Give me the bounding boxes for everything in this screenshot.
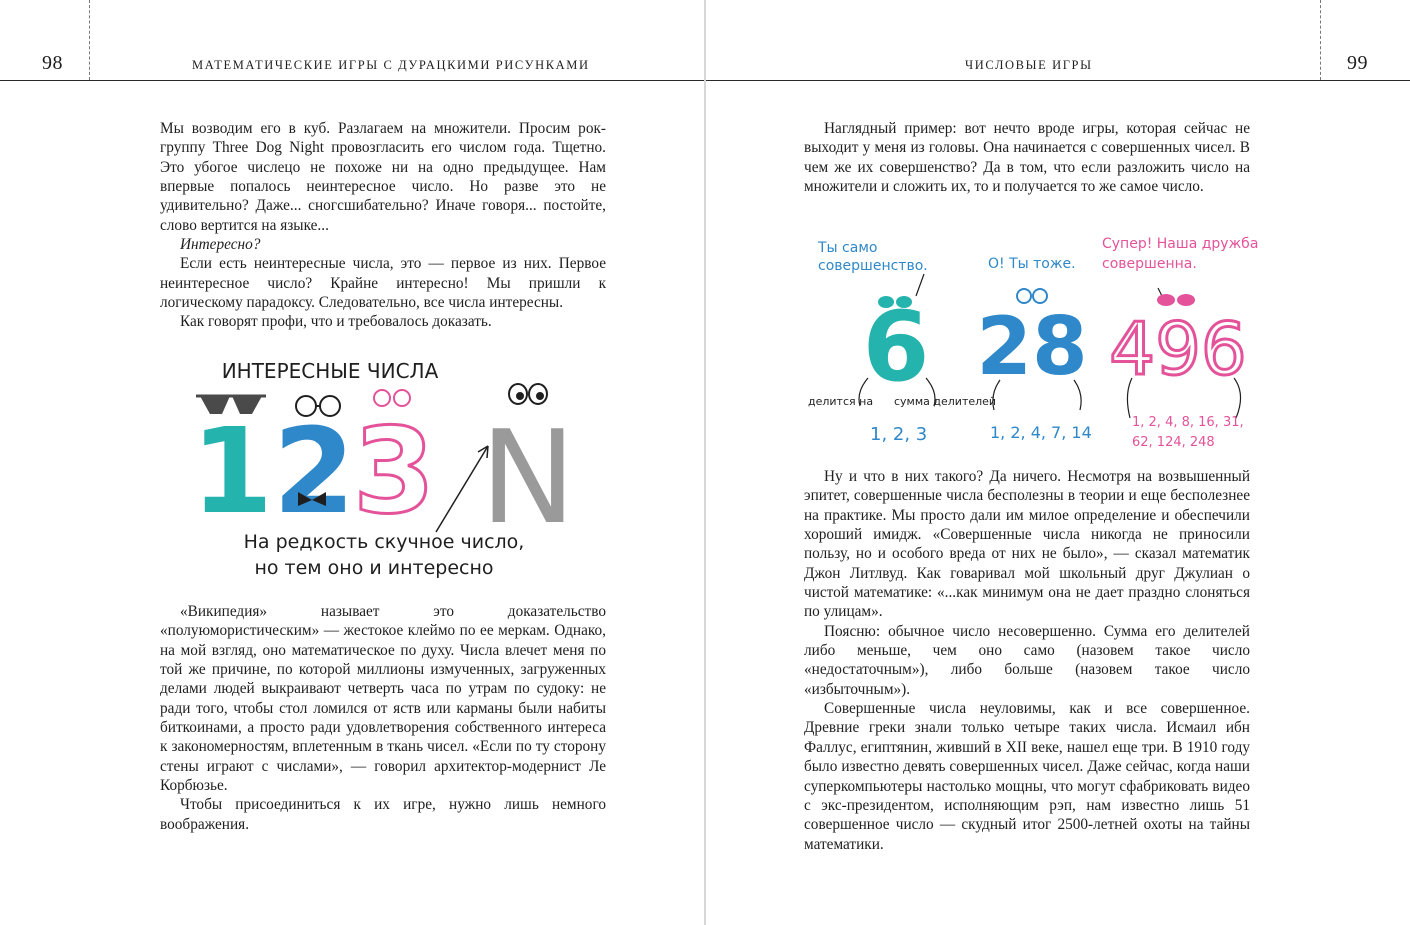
perfect-numbers-illustration (802, 228, 1262, 454)
left-page (0, 0, 704, 925)
letter-n: N (480, 404, 576, 553)
body-text-top (160, 119, 606, 332)
digit-one: 1 (190, 402, 274, 540)
paragraph: Мы возводим его в куб. Разлагаем на множители. Просим рок-группу Three Dog Night провозгласить его числом года. Тщетно. Это убогое числецо не похоже ни на одно предыдущее. Нам впервые попалось неинтересное число. Но разве это не удивительно? Даже... сногсшибательно? Иначе говоря... постойте, слово вертится на языке... (160, 120, 606, 234)
digit-two: 2 (272, 402, 356, 540)
body-text-top (804, 119, 1250, 196)
paragraph: Поясню: обычное число несовершенно. Сумма его делителей либо меньше, чем оно само (назовем такое число «недостаточным»), либо больше (назовем такое число «избыточным»). (804, 622, 1250, 698)
divisors-six: 1, 2, 3 (870, 424, 928, 445)
header-rule (0, 80, 704, 81)
header-divider (89, 0, 90, 80)
right-page (706, 0, 1410, 925)
digit-three: 3 (352, 402, 436, 540)
page-number: 98 (42, 52, 63, 74)
paragraph: Совершенные числа неуловимы, как и все совершенное. Древние греки знали только четыре таких числа. Исмаил ибн Фаллус, египтянин, живший в XII веке, нашел еще три. В 1910 году было известно девять совершенных чисел. Даже сейчас, когда наши суперкомпьютеры настолько мощны, что могут сфабриковать видео с экс-президентом, исполняющим рэп, нам известно лишь 51 совершенное число — скудный итог 2500-летней охоты на тайны математики. (804, 700, 1250, 853)
paragraph: Как говорят профи, что и требовалось доказать. (180, 313, 492, 331)
number-six: 6 (862, 291, 930, 403)
divisors-496-line1: 1, 2, 4, 8, 16, 31, (1132, 415, 1244, 430)
eyes-icon (1157, 294, 1195, 306)
speech-496-line1: Супер! Наша дружба (1102, 236, 1259, 252)
header-divider (1320, 0, 1321, 80)
header-rule (706, 80, 1410, 81)
body-text-bottom (160, 602, 606, 834)
illustration-title: ИНТЕРЕСНЫЕ ЧИСЛА (221, 359, 439, 383)
interesting-numbers-illustration (190, 350, 590, 590)
speech-496-line2: совершенна. (1102, 256, 1197, 272)
number-496: 496 (1109, 307, 1247, 391)
speech-six-line1: Ты само (818, 240, 878, 256)
label-sum-of-divisors: сумма делителей (894, 395, 997, 408)
body-text-bottom (804, 467, 1250, 854)
paragraph: Если есть неинтересные числа, это — первое из них. Первое неинтересное число? Крайне интересно! Мы пришли к логическому парадоксу. Следовательно, все числа интересны. (160, 255, 606, 312)
paragraph: Чтобы присоединиться к их игре, нужно лишь немного воображения. (160, 796, 606, 833)
paragraph: Ну и что в них такого? Да ничего. Несмотря на возвышенный эпитет, совершенные числа бесполезны в теории и еще бесполезнее на практике. Мы просто дали им милое определение и обеспечили хороший имидж. «Совершенные числа никогда не приносили пользу, но и особого вреда от них не было», — сказал математик Джон Литлвуд. Как говаривал мой школьный друг Джулиан о чистой математике: «...как минимум она не дает праздно слоняться по улицам». (804, 468, 1250, 621)
speech-twenty-eight: О! Ты тоже. (988, 256, 1076, 272)
paragraph-italic: Интересно? (180, 236, 261, 254)
running-head: МАТЕМАТИЧЕСКИЕ ИГРЫ С ДУРАЦКИМИ РИСУНКАМИ (192, 58, 590, 72)
label-divides-by: делится на (808, 395, 874, 408)
eyes-icon (509, 384, 547, 404)
illustration-caption-line1: На редкость скучное число, (243, 531, 525, 553)
divisors-twenty-eight: 1, 2, 4, 7, 14 (990, 423, 1092, 442)
number-twenty-eight: 28 (976, 300, 1088, 393)
paragraph: Наглядный пример: вот нечто вроде игры, которая сейчас не выходит у меня из головы. Она начинается с совершенных чисел. В чем же их совершенство? Да в том, что если разложить число на множители и сложить их, то и получается то же самое число. (804, 120, 1250, 196)
page-number: 99 (1347, 52, 1368, 74)
paragraph: «Википедия» называет это доказательство «полуюмористическим» — жестокое клеймо по ее меркам. Однако, на мой взгляд, оно математическое по духу. Числа влечет меня по той же причине, по которой миллионы измученных, загруженных делами людей выкраивают четверть часа по утрам по судоку: не ради того, чтобы стол ломился от яств или карманы были набиты биткоинами, а просто ради удовлетворения собственного интереса к закономерностям, вплетенным в ткань чисел. «Если по ту сторону стены играют с числами», — говорил архитектор-модернист Ле Корбюзье. (160, 603, 606, 795)
divisors-496-line2: 62, 124, 248 (1132, 435, 1215, 450)
running-head: ЧИСЛОВЫЕ ИГРЫ (965, 58, 1093, 72)
speech-six-line2: совершенство. (818, 258, 928, 274)
illustration-caption-line2: но тем оно и интересно (254, 557, 494, 579)
